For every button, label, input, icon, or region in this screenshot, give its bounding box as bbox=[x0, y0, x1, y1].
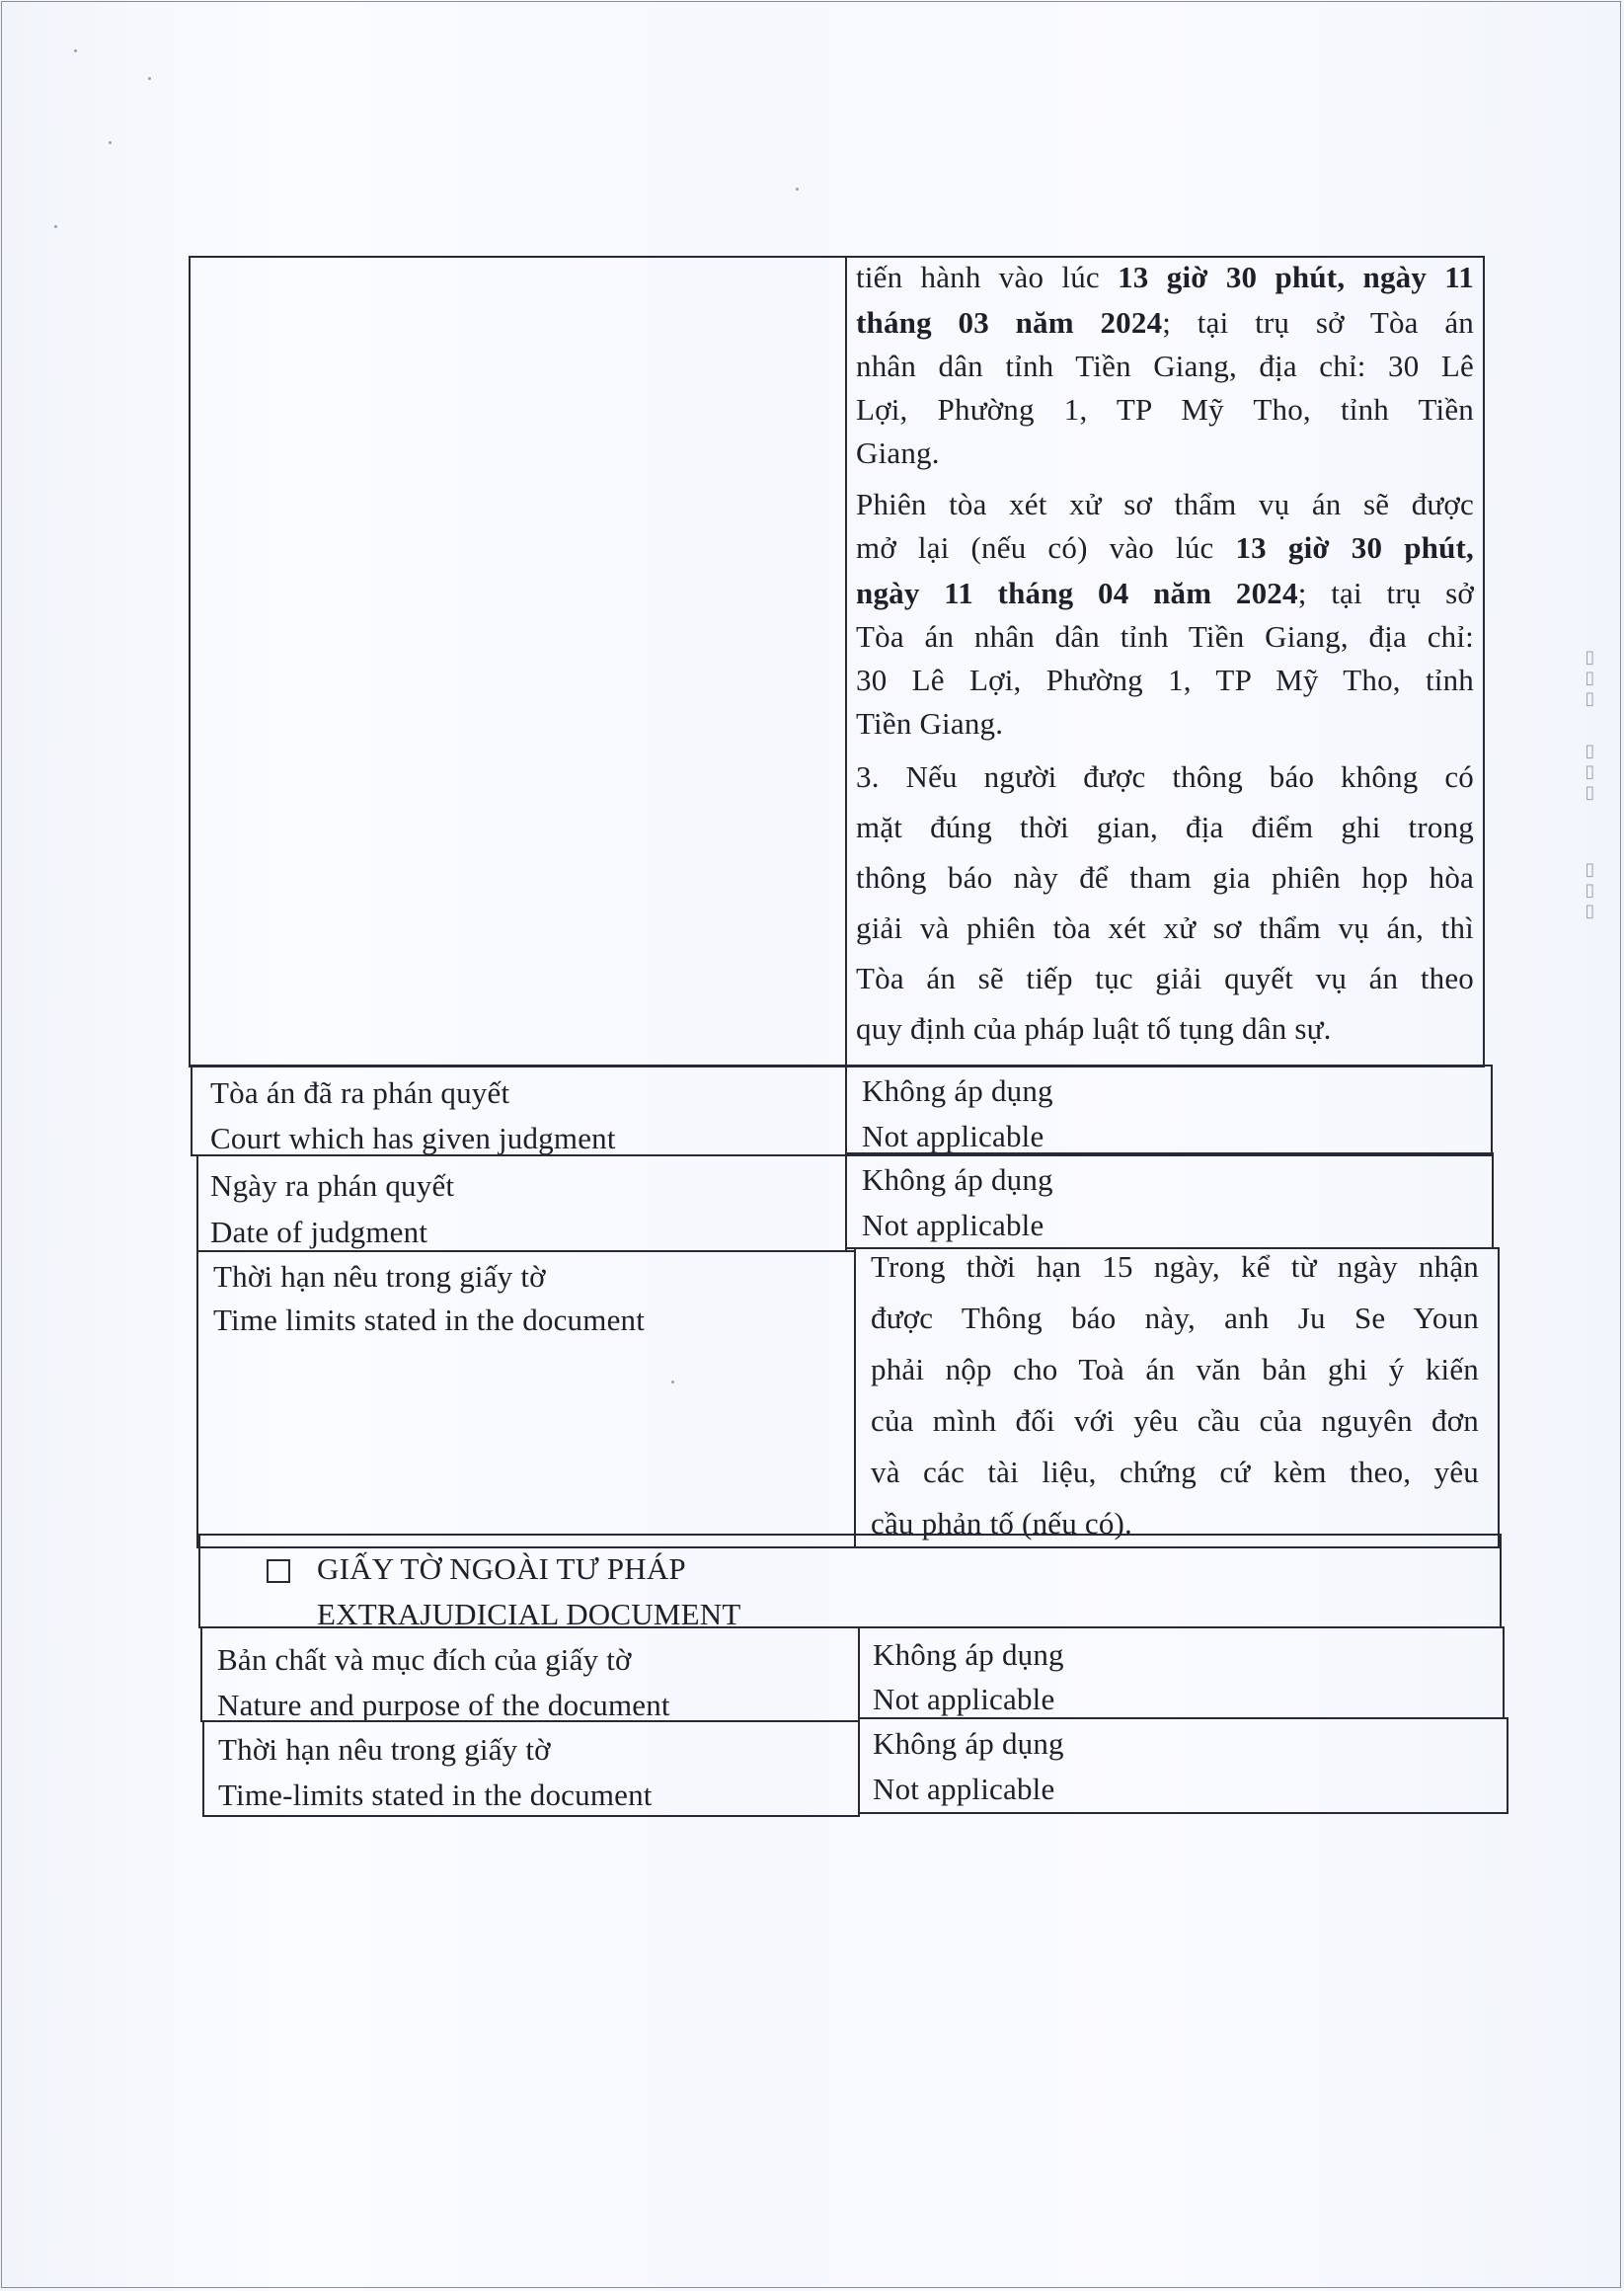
para1-text: ; tại trụ sở Tòa án bbox=[1162, 305, 1474, 340]
nature-label-en: Nature and purpose of the document bbox=[217, 1688, 670, 1722]
scan-speck bbox=[796, 188, 799, 191]
extra-time-limits-value-en: Not applicable bbox=[873, 1772, 1055, 1806]
date-value-en: Not applicable bbox=[862, 1208, 1044, 1242]
para1-line4: Lợi, Phường 1, TP Mỹ Tho, tỉnh Tiền bbox=[856, 392, 1474, 427]
time-limits-value-line: cầu phản tố (nếu có). bbox=[871, 1506, 1133, 1540]
para3-line5: Tòa án sẽ tiếp tục giải quyết vụ án theo bbox=[856, 961, 1474, 995]
para3-line3: thông báo này để tham gia phiên họp hòa bbox=[856, 860, 1474, 895]
time-limits-value-line: Trong thời hạn 15 ngày, kể từ ngày nhận bbox=[871, 1249, 1479, 1284]
hearing-date: tháng 03 năm 2024 bbox=[856, 305, 1163, 340]
para2-line1: Phiên tòa xét xử sơ thẩm vụ án sẽ được bbox=[856, 487, 1474, 521]
para2-line6: Tiền Giang. bbox=[856, 706, 1004, 741]
para1-line5: Giang. bbox=[856, 435, 940, 470]
para1-text: tiến hành vào lúc bbox=[856, 260, 1119, 294]
extra-time-limits-value-vi: Không áp dụng bbox=[873, 1726, 1064, 1761]
date-value-vi: Không áp dụng bbox=[862, 1162, 1053, 1197]
scan-speck bbox=[54, 225, 57, 228]
para2-text: ; tại trụ sở bbox=[1297, 576, 1474, 610]
continuation-left-cell bbox=[189, 256, 847, 1067]
para2-line3 bbox=[856, 571, 1474, 615]
time-limits-value-line: và các tài liệu, chứng cứ kèm theo, yêu bbox=[871, 1455, 1479, 1489]
margin-artifact: ▯▯▯ bbox=[1581, 647, 1600, 709]
extrajudicial-checkbox[interactable] bbox=[267, 1559, 290, 1583]
extrajudicial-heading-en: EXTRAJUDICIAL DOCUMENT bbox=[317, 1597, 741, 1631]
date-label-en: Date of judgment bbox=[210, 1215, 428, 1249]
nature-value-vi: Không áp dụng bbox=[873, 1637, 1064, 1672]
para3-line4: giải và phiên tòa xét xử sơ thẩm vụ án, thì bbox=[856, 910, 1474, 945]
time-limits-value-line: được Thông báo này, anh Ju Se Youn bbox=[871, 1301, 1479, 1335]
scan-speck bbox=[74, 49, 77, 52]
para2-line2 bbox=[856, 525, 1474, 570]
date-label-vi: Ngày ra phán quyết bbox=[210, 1168, 455, 1203]
extra-time-limits-label-en: Time-limits stated in the document bbox=[218, 1778, 653, 1812]
nature-value-en: Not applicable bbox=[873, 1682, 1055, 1716]
para2-text: mở lại (nếu có) vào lúc bbox=[856, 530, 1236, 565]
time-limits-value-line: phải nộp cho Toà án văn bản ghi ý kiến bbox=[871, 1352, 1479, 1386]
margin-artifact: ▯▯▯ bbox=[1581, 859, 1600, 921]
reopen-time: 13 giờ 30 phút, bbox=[1235, 530, 1475, 565]
court-value-vi: Không áp dụng bbox=[862, 1073, 1053, 1108]
para1-line2 bbox=[856, 300, 1474, 345]
hearing-time: 13 giờ 30 phút, ngày 11 bbox=[1118, 260, 1474, 294]
scan-speck bbox=[109, 141, 112, 144]
para2-line4: Tòa án nhân dân tỉnh Tiền Giang, địa chỉ: bbox=[856, 619, 1474, 654]
court-label-en: Court which has given judgment bbox=[210, 1121, 616, 1155]
time-limits-value-line: của mình đối với yêu cầu của nguyên đơn bbox=[871, 1403, 1479, 1438]
nature-label-vi: Bản chất và mục đích của giấy tờ bbox=[217, 1642, 632, 1677]
para3-line2: mặt đúng thời gian, địa điểm ghi trong bbox=[856, 810, 1474, 844]
reopen-date: ngày 11 tháng 04 năm 2024 bbox=[856, 576, 1298, 610]
para1-line1 bbox=[856, 255, 1474, 299]
para1-line3: nhân dân tỉnh Tiền Giang, địa chỉ: 30 Lê bbox=[856, 349, 1474, 383]
court-value-en: Not applicable bbox=[862, 1119, 1044, 1153]
court-label-vi: Tòa án đã ra phán quyết bbox=[210, 1075, 510, 1110]
time-limits-label-vi: Thời hạn nêu trong giấy tờ bbox=[213, 1259, 546, 1294]
scan-speck bbox=[148, 77, 151, 80]
time-limits-label-en: Time limits stated in the document bbox=[213, 1303, 646, 1337]
para3-line6: quy định của pháp luật tố tụng dân sự. bbox=[856, 1011, 1332, 1046]
margin-artifact: ▯▯▯ bbox=[1581, 741, 1600, 803]
para2-line5: 30 Lê Lợi, Phường 1, TP Mỹ Tho, tỉnh bbox=[856, 663, 1474, 697]
extrajudicial-heading-vi: GIẤY TỜ NGOÀI TƯ PHÁP bbox=[317, 1551, 686, 1586]
extra-time-limits-label-vi: Thời hạn nêu trong giấy tờ bbox=[218, 1732, 551, 1767]
para3-line1: 3. Nếu người được thông báo không có bbox=[856, 759, 1474, 794]
